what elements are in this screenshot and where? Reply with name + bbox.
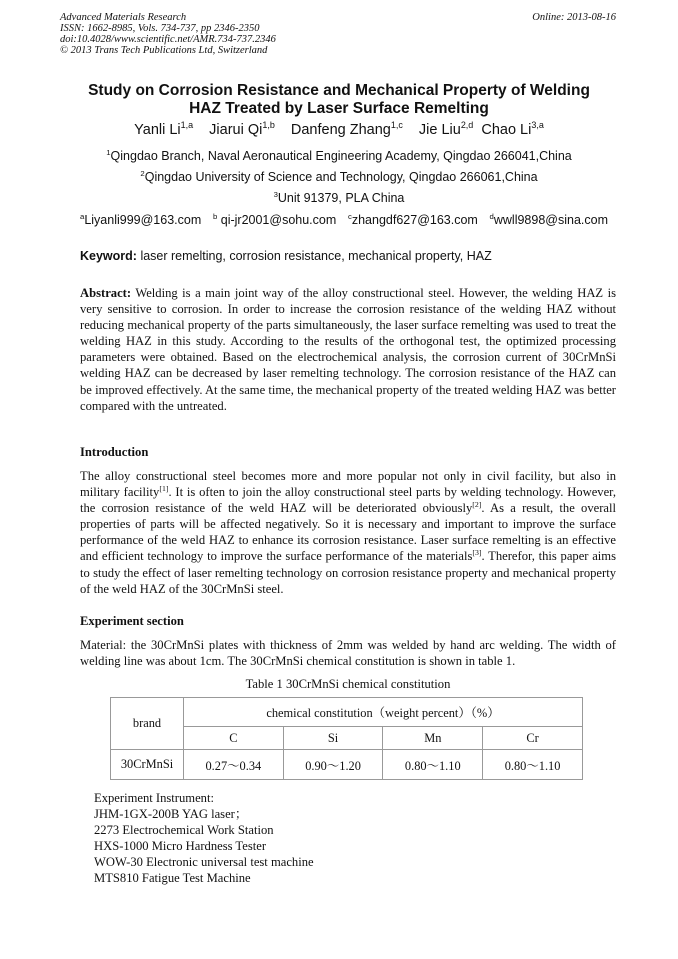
- experiment-text: Material: the 30CrMnSi plates with thickness of 2mm was welded by hand arc welding. The width of welding line was about 1cm. The 30CrMnSi chemical constitution is shown in table 1.: [80, 638, 616, 669]
- table-cell: 0.90～1.20: [283, 750, 383, 780]
- author: Jie Liu$^{2,d}$: [418, 120, 474, 138]
- email[interactable]: $^d$wwll9898@sina.com: [489, 211, 608, 227]
- journal-header: [60, 12, 616, 56]
- column-header: C: [184, 727, 284, 750]
- paper-title: [70, 82, 608, 118]
- abstract: [80, 285, 616, 414]
- keyword-label: Keyword:: [80, 249, 137, 263]
- online-date: Online: 2013-08-16: [532, 12, 616, 23]
- email-list: [80, 213, 608, 227]
- abstract-text: Welding is a main joint way of the alloy constructional steel. However, the welding HAZ is very sensitive to corrosion. In order to increase the corrosion resistance of the welding HAZ without reducing mechanical property of the parts simultaneously, the laser surface remelting was used to treat the welding HAZ in this study. According to the results of the orthogonal test, the optimized processing parameters were obtained. Based on the electrochemical analysis, the corrosion current of 30CrMnSi welding HAZ can be decreased by laser remelting technology. The corrosion resistance of the HAZ can be improved effectively. At the same time, the mechanical property of the treated welding HAZ was better compared with the untreated.: [80, 286, 616, 413]
- chemical-table: [110, 697, 583, 780]
- doi-line: doi:10.4028/www.scientific.net/AMR.734-737.2346: [60, 34, 276, 45]
- author: Yanli Li$^{1,a}$: [134, 120, 194, 138]
- copyright-line: © 2013 Trans Tech Publications Ltd, Switzerland: [60, 45, 268, 56]
- table-cell: 0.27～0.34: [184, 750, 284, 780]
- affiliation: $^2$Qingdao University of Science and Technology, Qingdao 266061,China: [140, 168, 538, 184]
- list-item: HXS-1000 Micro Hardness Tester: [94, 838, 267, 853]
- citation[interactable]: [3]: [472, 548, 482, 558]
- author: Danfeng Zhang$^{1,c}$: [290, 120, 403, 138]
- title-line-1: Study on Corrosion Resistance and Mechanical Property of Welding: [88, 82, 590, 99]
- affiliation: $^1$Qingdao Branch, Naval Aeronautical Engineering Academy, Qingdao 266041,China: [106, 147, 572, 163]
- author-list: [60, 122, 618, 138]
- table-cell: 0.80～1.10: [483, 750, 583, 780]
- email[interactable]: $^b$ qi-jr2001@sohu.com: [212, 211, 337, 227]
- list-item: 2273 Electrochemical Work Station: [94, 822, 274, 837]
- instrument-list: [94, 791, 314, 886]
- author: Jiarui Qi$^{1,b}$: [209, 120, 275, 138]
- citation[interactable]: [1]: [159, 483, 169, 493]
- composition-header: chemical constitution（weight percent）（%）: [184, 698, 583, 727]
- table-row: [111, 750, 583, 780]
- title-line-2: HAZ Treated by Laser Surface Remelting: [189, 100, 489, 117]
- abstract-label: Abstract:: [80, 286, 132, 300]
- author: Chao Li$^{3,a}$: [481, 120, 544, 138]
- email[interactable]: $^a$Liyanli999@163.com: [80, 211, 202, 227]
- experiment-heading: Experiment section: [80, 614, 184, 628]
- citation[interactable]: [2]: [472, 500, 482, 509]
- instrument-heading: Experiment Instrument:: [94, 791, 214, 805]
- email[interactable]: $^c$zhangdf627@163.com: [347, 211, 478, 227]
- list-item: MTS810 Fatigue Test Machine: [94, 870, 251, 885]
- table-cell: 30CrMnSi: [111, 750, 184, 780]
- keyword-text: laser remelting, corrosion resistance, mechanical property, HAZ: [140, 249, 492, 263]
- keywords: [80, 249, 616, 263]
- brand-header: brand: [111, 698, 184, 750]
- column-header: Cr: [483, 727, 583, 750]
- introduction-heading: Introduction: [80, 445, 149, 459]
- introduction-text: The alloy constructional steel becomes more and more popular not only in civil facility, but also in military facility[1]. It is often to join the alloy constructional steel parts by welding technology. However, the corrosion resistance of the weld HAZ will be deteriorated obviously[2]. As a result, the overall properties of parts will be affected negatively. So it is necessary and important to improve the surface performance of the weld HAZ to enhance its corrosion resistance. Laser surface remelting is an effective and efficient technology to improve the surface performance of the materials[3]. Therefor, this paper aims to study the effect of laser remelting technology on corrosion resistance property and mechanical property of the weld HAZ of the 30CrMnSi steel.: [80, 469, 617, 596]
- issn-line: ISSN: 1662-8985, Vols. 734-737, pp 2346-2350: [60, 23, 260, 34]
- affiliation: $^3$Unit 91379, PLA China: [273, 189, 405, 205]
- table-cell: 0.80～1.10: [383, 750, 483, 780]
- column-header: Mn: [383, 727, 483, 750]
- list-item: WOW-30 Electronic universal test machine: [94, 854, 314, 869]
- table-caption: Table 1 30CrMnSi chemical constitution: [245, 677, 451, 691]
- table-header-row: [111, 698, 583, 727]
- journal-name: Advanced Materials Research: [60, 12, 187, 23]
- column-header: Si: [283, 727, 383, 750]
- list-item: JHM-1GX-200B YAG laser；: [94, 806, 248, 821]
